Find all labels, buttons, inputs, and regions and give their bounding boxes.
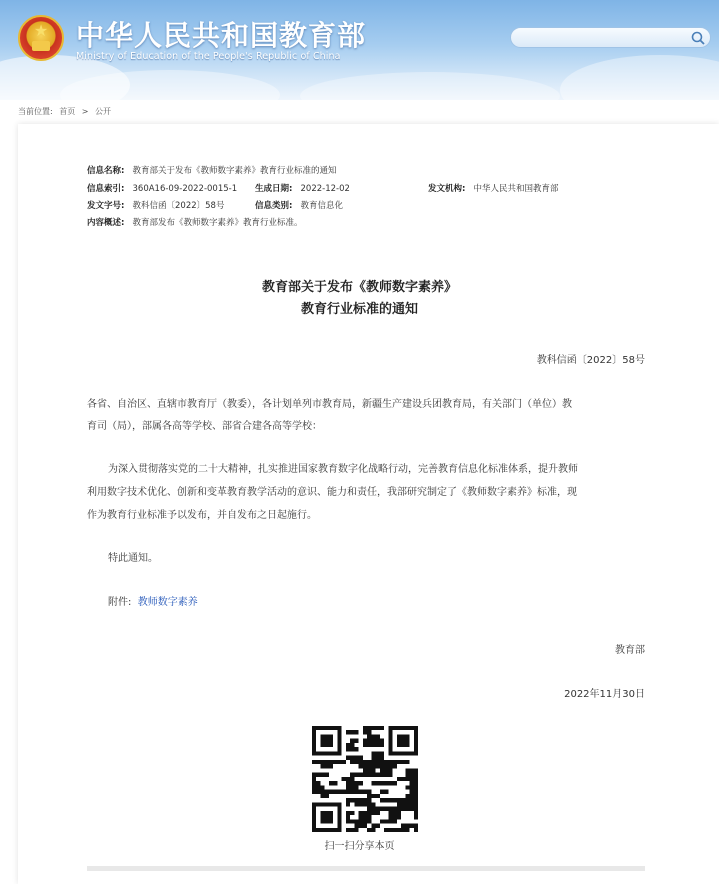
article-title-line1: 教育部关于发布《教师数字素养》 (261, 280, 457, 295)
breadcrumb-label: 当前位置: (18, 107, 53, 116)
breadcrumb-current[interactable]: 公开 (95, 107, 112, 116)
meta-category-value: 教育信息化 (300, 201, 344, 211)
signature-date: 2022年11月30日 (564, 689, 645, 700)
doc-number: 教科信函〔2022〕58号 (536, 355, 645, 366)
meta-date-label: 生成日期: (255, 184, 293, 194)
body-line1: 为深入贯彻落实党的二十大精神，扎实推进国家教育数字化战略行动，完善教育信息化标准体系，提升教师 (108, 464, 578, 475)
body-line3: 作为教育行业标准予以发布，并自发布之日起施行。 (87, 510, 317, 521)
site-title[interactable]: 中华人民共和国教育部 (76, 19, 367, 52)
meta-row-date (255, 182, 350, 194)
footer-bar (87, 866, 645, 871)
breadcrumb (18, 106, 115, 117)
signature: 教育部 (615, 645, 645, 656)
qr-code-icon (312, 726, 418, 832)
meta-row-issuer (428, 182, 559, 194)
attachment-link[interactable]: 教师数字素养 (137, 597, 198, 608)
meta-name-label: 信息名称: (87, 166, 125, 176)
meta-row-index (87, 182, 237, 194)
meta-index-value: 360A16-09-2022-0015-1 (132, 184, 238, 194)
site-subtitle: Ministry of Education of the People's Republic of China (76, 51, 341, 62)
body-line2: 利用数字技术优化、创新和变革教育教学活动的意识、能力和责任，我部研究制定了《教师数字素养》标准，现 (87, 487, 577, 498)
meta-summary-value: 教育部发布《教师数字素养》教育行业标准。 (132, 218, 303, 228)
search-input[interactable] (510, 27, 711, 48)
meta-issuer-label: 发文机构: (428, 184, 466, 194)
meta-docno-value: 教科信函〔2022〕58号 (132, 201, 225, 211)
meta-summary-label: 内容概述: (87, 218, 125, 228)
meta-issuer-value: 中华人民共和国教育部 (473, 184, 559, 194)
site-header (0, 0, 719, 100)
national-emblem-icon: ★ (18, 15, 64, 61)
breadcrumb-home-link[interactable]: 首页 (59, 107, 76, 116)
meta-docno-label: 发文字号: (87, 201, 125, 211)
qr-caption: 扫一扫分享本页 (324, 841, 395, 852)
article-title-line2: 教育行业标准的通知 (300, 302, 418, 317)
meta-index-label: 信息索引: (87, 184, 125, 194)
meta-row-summary (87, 216, 303, 228)
meta-name-value: 教育部关于发布《教师数字素养》教育行业标准的通知 (132, 166, 337, 176)
meta-row-category (255, 199, 343, 211)
notice-text: 特此通知。 (108, 553, 158, 564)
meta-date-value: 2022-12-02 (300, 184, 350, 194)
search-icon[interactable] (690, 30, 706, 46)
attachment (108, 591, 198, 614)
recipients-line1: 各省、自治区、直辖市教育厅（教委），各计划单列市教育局，新疆生产建设兵团教育局，有关部门（单位）教 (87, 399, 572, 410)
breadcrumb-separator: > (81, 107, 89, 116)
meta-row-docno (87, 199, 224, 211)
recipients-line2: 育司（局），部属各高等学校、部省合建各高等学校： (87, 421, 322, 432)
meta-category-label: 信息类别: (255, 201, 293, 211)
attachment-label: 附件: (108, 597, 132, 608)
meta-row-name (87, 164, 337, 176)
